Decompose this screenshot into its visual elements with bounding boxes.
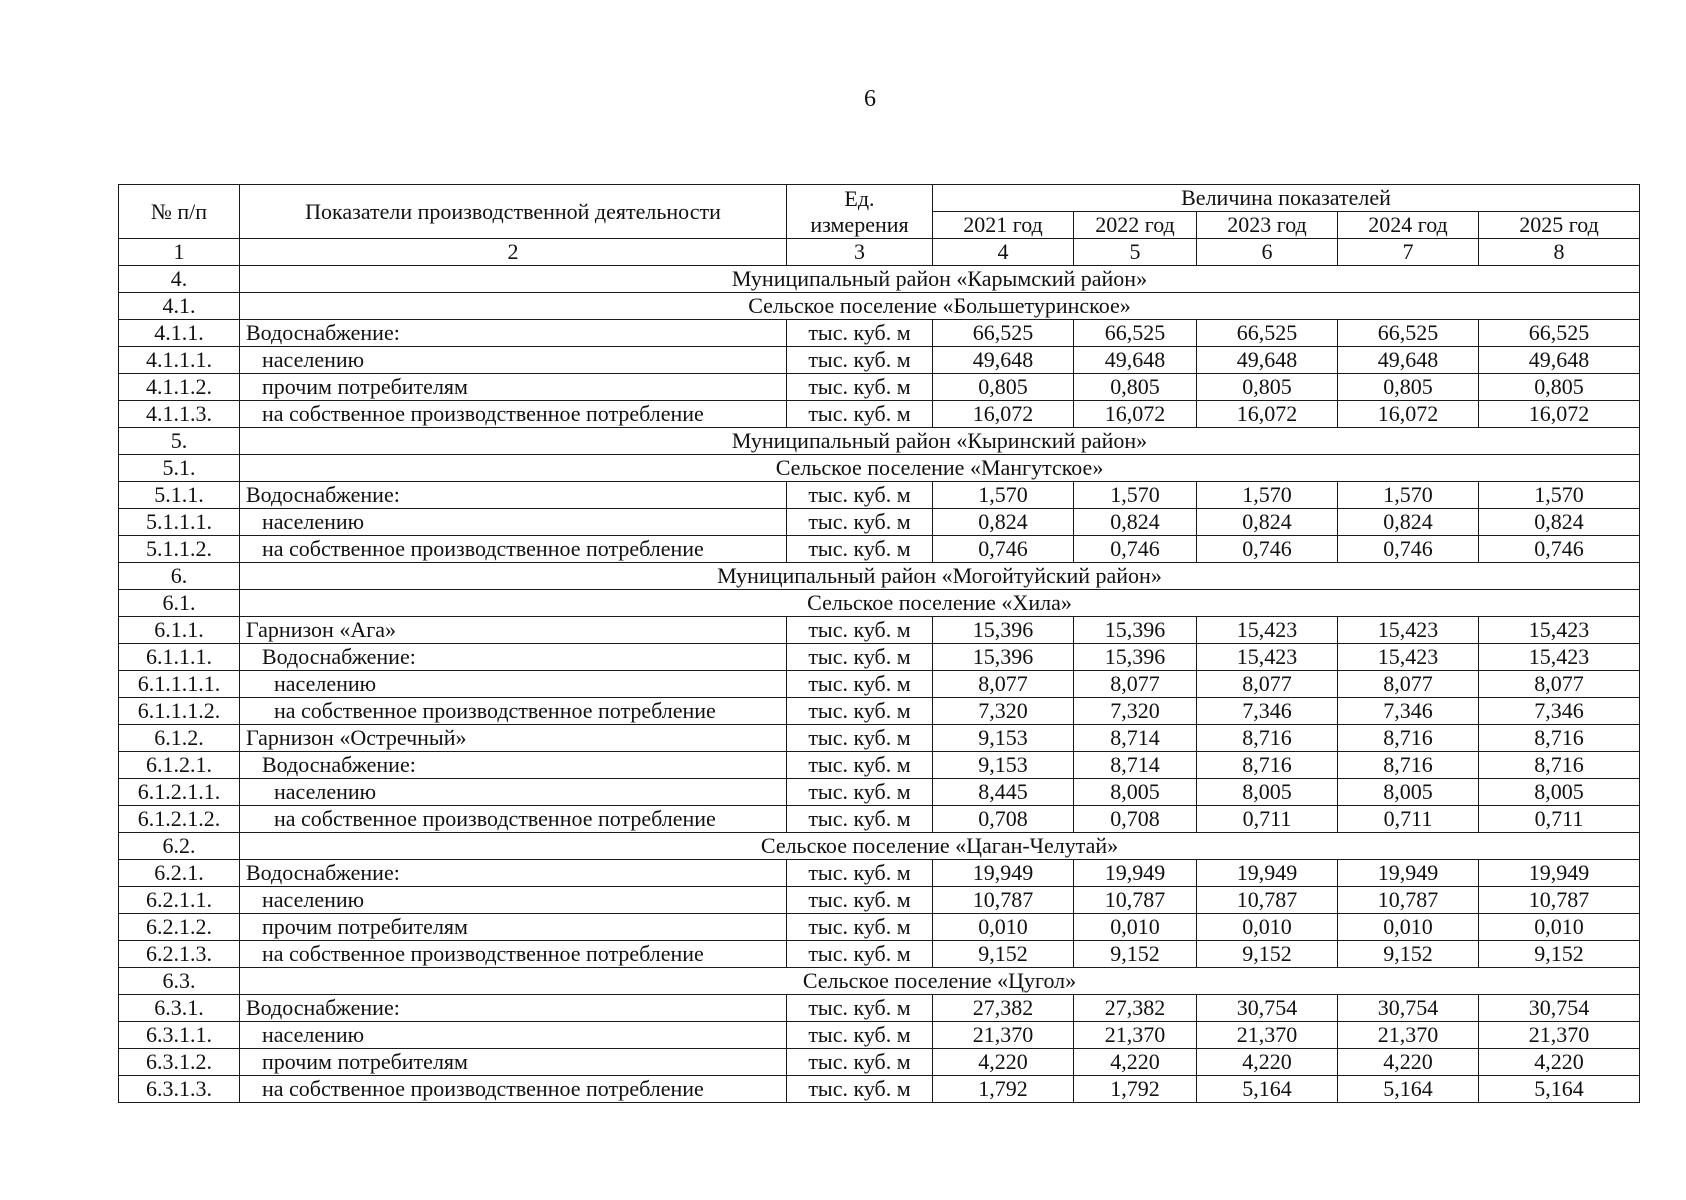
indicator-name: Гарнизон «Ага» [240,617,787,644]
header-year: 2025 год [1479,212,1640,239]
value-cell: 0,746 [933,536,1074,563]
value-cell: 8,005 [1074,779,1197,806]
row-number: 5.1.1.2. [119,536,240,563]
indicator-name: на собственное производственное потребление [240,941,787,968]
value-cell: 15,396 [1074,644,1197,671]
value-cell: 21,370 [1074,1022,1197,1049]
row-number: 6.1.2. [119,725,240,752]
row-number: 6.1.1.1.1. [119,671,240,698]
unit-cell: тыс. куб. м [787,401,933,428]
value-cell: 0,805 [933,374,1074,401]
section-title: Сельское поселение «Хила» [240,590,1640,617]
value-cell: 66,525 [1479,320,1640,347]
value-cell: 0,010 [1479,914,1640,941]
value-cell: 66,525 [933,320,1074,347]
row-number: 6.1.2.1.2. [119,806,240,833]
value-cell: 16,072 [1338,401,1479,428]
value-cell: 66,525 [1197,320,1338,347]
indicator-name: на собственное производственное потребление [240,401,787,428]
unit-cell: тыс. куб. м [787,698,933,725]
value-cell: 1,792 [933,1076,1074,1103]
table-row [119,725,1640,752]
indicator-name: Водоснабжение: [240,482,787,509]
value-cell: 21,370 [1479,1022,1640,1049]
value-cell: 66,525 [1074,320,1197,347]
col-number: 3 [787,239,933,266]
value-cell: 15,423 [1338,617,1479,644]
row-number: 6.1.2.1.1. [119,779,240,806]
unit-cell: тыс. куб. м [787,320,933,347]
row-number: 5.1. [119,455,240,482]
unit-cell: тыс. куб. м [787,887,933,914]
section-title: Сельское поселение «Цугол» [240,968,1640,995]
value-cell: 4,220 [1074,1049,1197,1076]
section-title: Сельское поселение «Большетуринское» [240,293,1640,320]
value-cell: 9,153 [933,752,1074,779]
value-cell: 8,716 [1479,752,1640,779]
indicator-name: населению [240,509,787,536]
value-cell: 15,423 [1197,644,1338,671]
section-title: Муниципальный район «Карымский район» [240,266,1640,293]
row-number: 6.3.1.3. [119,1076,240,1103]
table-row [119,806,1640,833]
table-row [119,347,1640,374]
indicator-name: на собственное производственное потребление [240,536,787,563]
row-number: 4.1.1.3. [119,401,240,428]
value-cell: 8,005 [1338,779,1479,806]
value-cell: 8,716 [1338,752,1479,779]
value-cell: 21,370 [933,1022,1074,1049]
indicators-table [118,184,1640,1103]
value-cell: 8,716 [1479,725,1640,752]
value-cell: 30,754 [1338,995,1479,1022]
value-cell: 4,220 [1479,1049,1640,1076]
section-row [119,266,1640,293]
section-row [119,428,1640,455]
indicator-name: населению [240,1022,787,1049]
table-row [119,482,1640,509]
col-number: 2 [240,239,787,266]
row-number: 6.1.1.1.2. [119,698,240,725]
row-number: 4.1.1. [119,320,240,347]
table-row [119,698,1640,725]
section-row [119,590,1640,617]
value-cell: 0,010 [1197,914,1338,941]
col-number: 8 [1479,239,1640,266]
value-cell: 49,648 [1338,347,1479,374]
value-cell: 8,077 [1197,671,1338,698]
table-row [119,914,1640,941]
value-cell: 19,949 [933,860,1074,887]
value-cell: 5,164 [1197,1076,1338,1103]
row-number: 6.3.1. [119,995,240,1022]
indicator-name: прочим потребителям [240,374,787,401]
value-cell: 19,949 [1197,860,1338,887]
row-number: 5. [119,428,240,455]
col-number: 1 [119,239,240,266]
value-cell: 19,949 [1479,860,1640,887]
value-cell: 49,648 [933,347,1074,374]
value-cell: 8,077 [1479,671,1640,698]
value-cell: 49,648 [1197,347,1338,374]
value-cell: 9,152 [1338,941,1479,968]
value-cell: 0,746 [1197,536,1338,563]
row-number: 6.3.1.1. [119,1022,240,1049]
table-row [119,1049,1640,1076]
unit-cell: тыс. куб. м [787,779,933,806]
indicator-name: населению [240,671,787,698]
section-title: Муниципальный район «Могойтуйский район» [240,563,1640,590]
value-cell: 1,570 [1074,482,1197,509]
value-cell: 9,153 [933,725,1074,752]
section-row [119,833,1640,860]
row-number: 6.2.1. [119,860,240,887]
value-cell: 27,382 [933,995,1074,1022]
unit-cell: тыс. куб. м [787,374,933,401]
row-number: 4. [119,266,240,293]
value-cell: 7,346 [1197,698,1338,725]
value-cell: 0,824 [1479,509,1640,536]
page-number: 6 [864,86,876,112]
value-cell: 7,346 [1479,698,1640,725]
header-unit-line1: Ед. [844,185,875,211]
row-number: 6.3.1.2. [119,1049,240,1076]
table-row [119,995,1640,1022]
value-cell: 9,152 [1074,941,1197,968]
unit-cell: тыс. куб. м [787,1076,933,1103]
value-cell: 1,570 [1479,482,1640,509]
value-cell: 1,570 [1338,482,1479,509]
unit-cell: тыс. куб. м [787,347,933,374]
row-number: 6.1.1. [119,617,240,644]
value-cell: 4,220 [933,1049,1074,1076]
value-cell: 0,010 [933,914,1074,941]
unit-cell: тыс. куб. м [787,536,933,563]
section-row [119,455,1640,482]
indicator-name: Водоснабжение: [240,860,787,887]
indicator-name: на собственное производственное потребление [240,698,787,725]
unit-cell: тыс. куб. м [787,671,933,698]
col-number: 4 [933,239,1074,266]
value-cell: 0,805 [1197,374,1338,401]
row-number: 4.1. [119,293,240,320]
value-cell: 4,220 [1197,1049,1338,1076]
row-number: 6. [119,563,240,590]
value-cell: 0,711 [1479,806,1640,833]
value-cell: 1,792 [1074,1076,1197,1103]
header-year: 2021 год [933,212,1074,239]
table-row [119,752,1640,779]
value-cell: 8,077 [933,671,1074,698]
section-row [119,968,1640,995]
unit-cell: тыс. куб. м [787,806,933,833]
section-title: Муниципальный район «Кыринский район» [240,428,1640,455]
indicator-name: Гарнизон «Остречный» [240,725,787,752]
column-numbers-row [119,239,1640,266]
col-number: 6 [1197,239,1338,266]
value-cell: 0,805 [1338,374,1479,401]
header-indicator: Показатели производственной деятельности [240,185,787,239]
indicator-name: Водоснабжение: [240,644,787,671]
value-cell: 4,220 [1338,1049,1479,1076]
value-cell: 10,787 [1479,887,1640,914]
col-number: 5 [1074,239,1197,266]
value-cell: 7,320 [933,698,1074,725]
value-cell: 0,746 [1479,536,1640,563]
value-cell: 0,708 [933,806,1074,833]
value-cell: 8,716 [1338,725,1479,752]
indicator-name: населению [240,347,787,374]
value-cell: 8,714 [1074,752,1197,779]
row-number: 6.1.2.1. [119,752,240,779]
table-row [119,860,1640,887]
value-cell: 7,346 [1338,698,1479,725]
value-cell: 30,754 [1197,995,1338,1022]
value-cell: 10,787 [1338,887,1479,914]
value-cell: 8,077 [1074,671,1197,698]
row-number: 6.1. [119,590,240,617]
value-cell: 5,164 [1338,1076,1479,1103]
unit-cell: тыс. куб. м [787,941,933,968]
section-title: Сельское поселение «Мангутское» [240,455,1640,482]
value-cell: 5,164 [1479,1076,1640,1103]
col-number: 7 [1338,239,1479,266]
row-number: 5.1.1. [119,482,240,509]
value-cell: 0,711 [1197,806,1338,833]
value-cell: 1,570 [1197,482,1338,509]
header-unit [787,185,933,239]
unit-cell: тыс. куб. м [787,509,933,536]
value-cell: 8,005 [1479,779,1640,806]
value-cell: 0,711 [1338,806,1479,833]
value-cell: 0,824 [933,509,1074,536]
header-year: 2023 год [1197,212,1338,239]
table-row [119,401,1640,428]
value-cell: 9,152 [1479,941,1640,968]
value-cell: 49,648 [1074,347,1197,374]
value-cell: 8,077 [1338,671,1479,698]
row-number: 6.2. [119,833,240,860]
value-cell: 0,824 [1197,509,1338,536]
value-cell: 15,396 [933,617,1074,644]
indicator-name: прочим потребителям [240,1049,787,1076]
unit-cell: тыс. куб. м [787,617,933,644]
unit-cell: тыс. куб. м [787,860,933,887]
unit-cell: тыс. куб. м [787,1022,933,1049]
indicator-name: Водоснабжение: [240,320,787,347]
header-values-group: Величина показателей [933,185,1640,212]
value-cell: 0,805 [1479,374,1640,401]
row-number: 6.3. [119,968,240,995]
table-row [119,644,1640,671]
value-cell: 8,005 [1197,779,1338,806]
unit-cell: тыс. куб. м [787,914,933,941]
table-row [119,779,1640,806]
table-header [119,185,1640,266]
value-cell: 8,714 [1074,725,1197,752]
section-row [119,293,1640,320]
value-cell: 19,949 [1338,860,1479,887]
row-number: 4.1.1.2. [119,374,240,401]
table-row [119,320,1640,347]
value-cell: 49,648 [1479,347,1640,374]
row-number: 6.1.1.1. [119,644,240,671]
table-row [119,374,1640,401]
table-row [119,941,1640,968]
value-cell: 0,010 [1338,914,1479,941]
value-cell: 16,072 [1479,401,1640,428]
value-cell: 8,445 [933,779,1074,806]
row-number: 5.1.1.1. [119,509,240,536]
value-cell: 8,716 [1197,725,1338,752]
unit-cell: тыс. куб. м [787,752,933,779]
unit-cell: тыс. куб. м [787,644,933,671]
value-cell: 0,805 [1074,374,1197,401]
table-body [119,266,1640,1103]
indicator-name: населению [240,779,787,806]
table-row [119,509,1640,536]
value-cell: 30,754 [1479,995,1640,1022]
value-cell: 15,423 [1479,644,1640,671]
value-cell: 8,716 [1197,752,1338,779]
indicator-name: на собственное производственное потребление [240,1076,787,1103]
value-cell: 15,396 [933,644,1074,671]
value-cell: 16,072 [1197,401,1338,428]
value-cell: 27,382 [1074,995,1197,1022]
value-cell: 10,787 [1197,887,1338,914]
value-cell: 19,949 [1074,860,1197,887]
table-row [119,887,1640,914]
value-cell: 0,708 [1074,806,1197,833]
table-row [119,671,1640,698]
value-cell: 1,570 [933,482,1074,509]
indicator-name: населению [240,887,787,914]
value-cell: 16,072 [933,401,1074,428]
row-number: 6.2.1.3. [119,941,240,968]
indicator-name: на собственное производственное потребление [240,806,787,833]
value-cell: 15,396 [1074,617,1197,644]
row-number: 6.2.1.1. [119,887,240,914]
value-cell: 15,423 [1197,617,1338,644]
value-cell: 21,370 [1338,1022,1479,1049]
value-cell: 10,787 [933,887,1074,914]
header-year: 2024 год [1338,212,1479,239]
unit-cell: тыс. куб. м [787,1049,933,1076]
value-cell: 7,320 [1074,698,1197,725]
value-cell: 0,010 [1074,914,1197,941]
value-cell: 15,423 [1479,617,1640,644]
section-row [119,563,1640,590]
table-row [119,1022,1640,1049]
value-cell: 0,746 [1338,536,1479,563]
section-title: Сельское поселение «Цаган-Челутай» [240,833,1640,860]
table-row [119,536,1640,563]
value-cell: 9,152 [933,941,1074,968]
value-cell: 9,152 [1197,941,1338,968]
unit-cell: тыс. куб. м [787,725,933,752]
value-cell: 0,824 [1338,509,1479,536]
table-row [119,1076,1640,1103]
header-year: 2022 год [1074,212,1197,239]
value-cell: 16,072 [1074,401,1197,428]
table-row [119,617,1640,644]
header-num: № п/п [119,185,240,239]
header-unit-line2: измерения [810,211,909,237]
value-cell: 0,746 [1074,536,1197,563]
unit-cell: тыс. куб. м [787,995,933,1022]
value-cell: 0,824 [1074,509,1197,536]
value-cell: 15,423 [1338,644,1479,671]
indicator-name: прочим потребителям [240,914,787,941]
indicator-name: Водоснабжение: [240,995,787,1022]
value-cell: 21,370 [1197,1022,1338,1049]
indicator-name: Водоснабжение: [240,752,787,779]
unit-cell: тыс. куб. м [787,482,933,509]
value-cell: 66,525 [1338,320,1479,347]
value-cell: 10,787 [1074,887,1197,914]
row-number: 4.1.1.1. [119,347,240,374]
row-number: 6.2.1.2. [119,914,240,941]
